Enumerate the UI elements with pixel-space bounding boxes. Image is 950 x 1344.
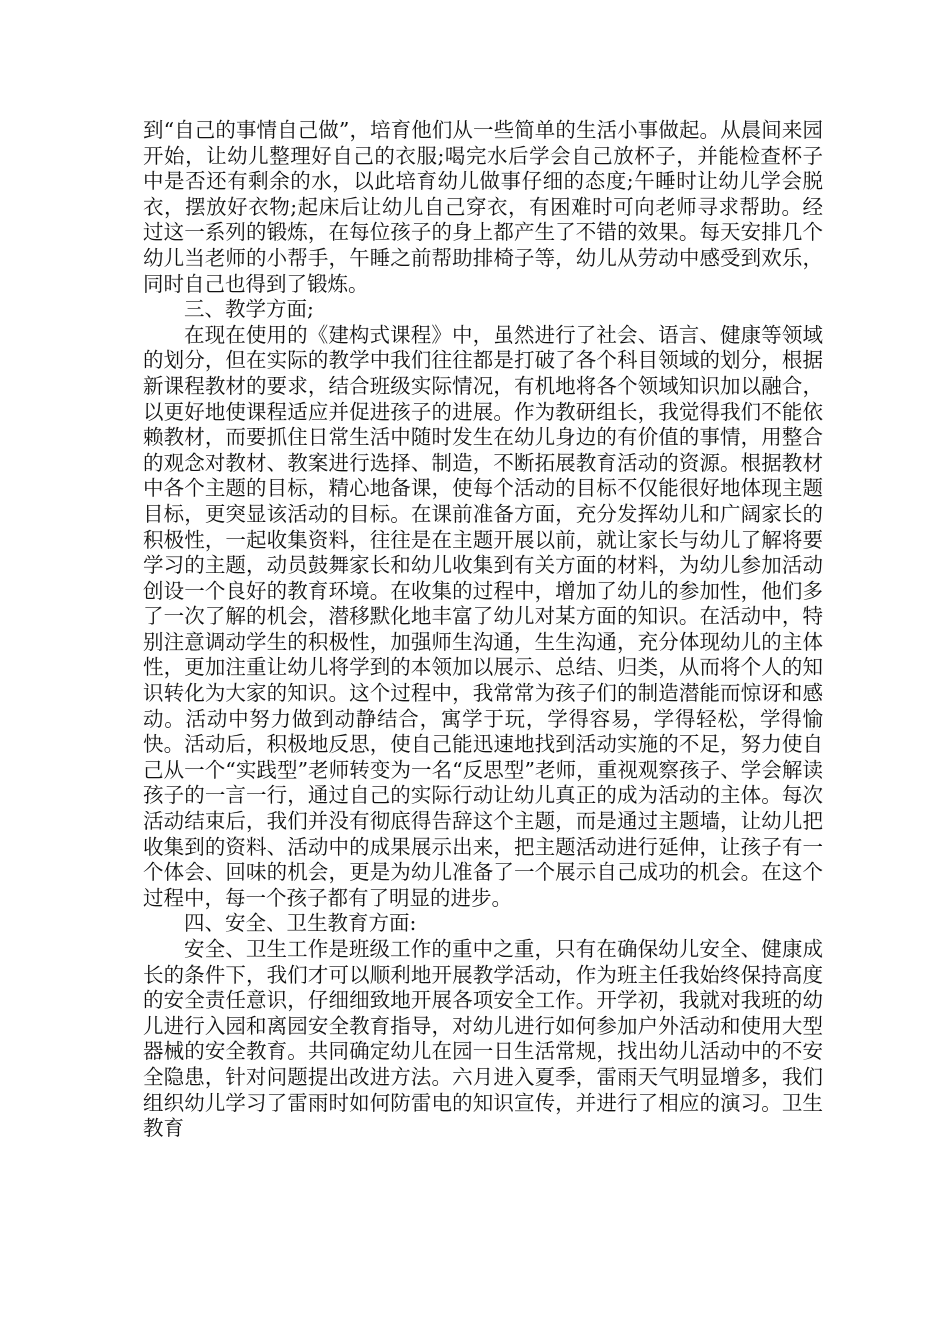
section-heading-safety-hygiene: 四、安全、卫生教育方面:: [184, 911, 417, 936]
paragraph-safety-hygiene: 安全、卫生工作是班级工作的重中之重，只有在确保幼儿安全、健康成长的条件下，我们才可以顺利地开展教学活动，作为班主任我始终保持高度的安全责任意识，仔细细致地开展各项安全工作。开学初，我就对我班的幼儿进行入园和离园安全教育指导，对幼儿进行如何参加户外活动和使用大型器械的安全教育。共同确定幼儿在园一日生活常规，找出幼儿活动中的不安全隐患，针对问题提出改进方法。六月进入夏季，雷雨天气明显增多，我们组织幼儿学习了雷雨时如何防雷电的知识宣传，并进行了相应的演习。卫生教育: [143, 937, 823, 1141]
paragraph-self-care-continued: 到“自己的事情自己做”，培育他们从一些简单的生活小事做起。从晨间来园开始，让幼儿整理好自己的衣服;喝完水后学会自己放杯子，并能检查杯子中是否还有剩余的水，以此培育幼儿做事仔细的态度;午睡时让幼儿学会脱衣，摆放好衣物;起床后让幼儿自己穿衣，有困难时可向老师寻求帮助。经过这一系列的锻炼，在每位孩子的身上都产生了不错的效果。每天安排几个幼儿当老师的小帮手，午睡之前帮助排椅子等，幼儿从劳动中感受到欢乐，同时自己也得到了锻炼。: [143, 118, 823, 296]
paragraph-teaching: 在现在使用的《建构式课程》中，虽然进行了社会、语言、健康等领域的划分，但在实际的教学中我们往往都是打破了各个科目领域的划分，根据新课程教材的要求，结合班级实际情况，有机地将各个领域知识加以融合，以更好地使课程适应并促进孩子的进展。作为教研组长，我觉得我们不能依赖教材，而要抓住日常生活中随时发生在幼儿身边的有价值的事情，用整合的观念对教材、教案进行选择、制造，不断拓展教育活动的资源。根据教材中各个主题的目标，精心地备课，使每个活动的目标不仅能很好地体现主题目标，更突显该活动的目标。在课前准备方面，充分发挥幼儿和广阔家长的积极性，一起收集资料，往往是在主题开展以前，就让家长与幼儿了解将要学习的主题，动员鼓舞家长和幼儿收集到有关方面的材料，为幼儿参加活动创设一个良好的教育环境。在收集的过程中，增加了幼儿的参加性，他们多了一次了解的机会，潜移默化地丰富了幼儿对某方面的知识。在活动中，特别注意调动学生的积极性，加强师生沟通，生生沟通，充分体现幼儿的主体性，更加注重让幼儿将学到的本领加以展示、总结、归类，从而将个人的知识转化为大家的知识。这个过程中，我常常为孩子们的制造潜能而惊讶和感动。活动中努力做到动静结合，寓学于玩，学得容易，学得轻松，学得愉快。活动后，积极地反思，使自己能迅速地找到活动实施的不足，努力使自己从一个“实践型”老师转变为一名“反思型”老师，重视观察孩子、学会解读孩子的一言一行，通过自己的实际行动让幼儿真正的成为活动的主体。每次活动结束后，我们并没有彻底得告辞这个主题，而是通过主题墙，让幼儿把收集到的资料、活动中的成果展示出来，把主题活动进行延伸，让孩子有一个体会、回味的机会，更是为幼儿准备了一个展示自己成功的机会。在这个过程中，每一个孩子都有了明显的进步。: [143, 322, 823, 910]
document-page: [143, 118, 823, 1142]
section-heading-teaching: 三、教学方面;: [184, 297, 314, 322]
